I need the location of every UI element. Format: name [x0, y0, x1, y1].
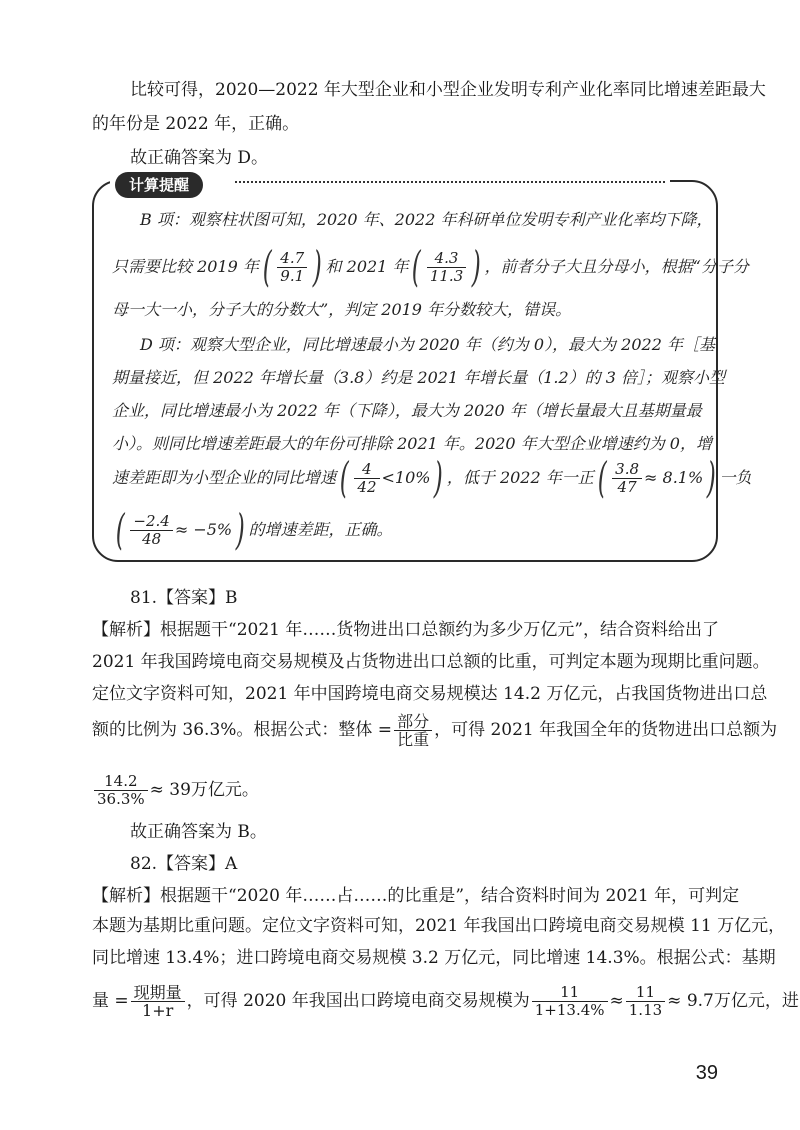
answer-heading: 82.【答案】A — [130, 854, 238, 874]
text-line: 【解析】根据题干“2020 年……占……的比重是”，结合资料时间为 2021 年，可判定 — [92, 886, 740, 906]
answer-line: 故正确答案为 D。 — [130, 148, 269, 168]
fraction: $\frac{\text{现期量}}{1+r}$ — [131, 984, 185, 1019]
text-line: 本题为基期比重问题。定位文字资料可知，2021 年我国出口跨境电商交易规模 11 万亿元， — [92, 916, 786, 936]
tip-line: ( $\frac{-2.4}{48}$ ≈ −5% ) 的增速差距，正确。 — [115, 505, 393, 554]
fraction: $\frac{\text{部分}}{\text{比重}}$ — [394, 713, 432, 748]
text-line: 2021 年我国跨境电商交易规模及占货物进出口总额的比重，可判定本题为现期比重问题。 — [92, 652, 770, 672]
text-line: 比较可得，2020—2022 年大型企业和小型企业发明专利产业化率同比增速差距最大 — [130, 80, 766, 100]
fraction: $\frac{11}{1+13.4\%}$ — [532, 984, 608, 1019]
fraction: $\frac{14.2}{36.3\%}$ — [94, 773, 148, 808]
divider — [235, 181, 665, 183]
text-line: 额的比例为 36.3%。根据公式：整体 = $\frac{\text{部分}}{\text{比重}}$ ，可得 2021 年我国全年的货物进出口总额为 — [92, 711, 778, 749]
text-line: 【解析】根据题干“2021 年……货物进出口总额约为多少万亿元”，结合资料给出了 — [92, 620, 720, 640]
tip-line: 期量接近，但 2022 年增长量（3.8）约是 2021 年增长量（1.2）的 3 倍］；观察小型 — [112, 368, 726, 387]
answer-line: 故正确答案为 B。 — [130, 822, 267, 842]
text-line: 的年份是 2022 年，正确。 — [92, 114, 300, 134]
tip-line: 母一大一小，分子大的分数大”，判定 2019 年分数较大，错误。 — [112, 300, 572, 319]
text-line: $\frac{14.2}{36.3\%}$ ≈ 39万亿元。 — [92, 768, 259, 812]
tip-line: 企业，同比增速最小为 2022 年（下降），最大为 2020 年（增长量最大且基期量最 — [112, 401, 702, 420]
fraction: $\frac{-2.4}{48}$ — [130, 513, 172, 548]
calc-tip-label: 计算提醒 — [115, 172, 203, 198]
answer-heading: 81.【答案】B — [130, 588, 238, 608]
tip-line: 只需要比较 2019 年 ( $\frac{4.7}{9.1}$ ) 和 2021 年 ( $\frac{4.3}{11.3}$ ) ，前者分子大且分母小，根据“分子分 — [112, 242, 749, 291]
tip-line: D 项：观察大型企业，同比增速最小为 2020 年（约为 0），最大为 2022 年［基 — [140, 335, 715, 354]
tip-line: B 项：观察柱状图可知，2020 年、2022 年科研单位发明专利产业化率均下降， — [140, 210, 713, 229]
tip-line: 速差距即为小型企业的同比增速 ( $\frac{4}{42}$ <10% ) ，低于 2022 年一正 ( $\frac{3.8}{47}$ ≈ 8.1% ) 一负 — [112, 453, 752, 502]
fraction: $\frac{4}{42}$ — [354, 461, 379, 496]
fraction: $\frac{4.7}{9.1}$ — [277, 250, 307, 285]
page-number: 39 — [695, 1062, 718, 1084]
text-line: 定位文字资料可知，2021 年中国跨境电商交易规模达 14.2 万亿元，占我国货物进出口总 — [92, 684, 768, 704]
fraction: $\frac{4.3}{11.3}$ — [427, 250, 466, 285]
fraction: $\frac{3.8}{47}$ — [612, 461, 642, 496]
text-line: 量 = $\frac{\text{现期量}}{1+r}$ ，可得 2020 年我国出口跨境电商交易规模为 $\frac{11}{1+13.4\%}$ ≈ $\frac{11}{1.13}$ ≈ 9.7万亿元，进 — [92, 982, 799, 1020]
text-line: 同比增速 13.4%；进口跨境电商交易规模 3.2 万亿元，同比增速 14.3%。根据公式：基期 — [92, 948, 776, 968]
fraction: $\frac{11}{1.13}$ — [626, 984, 665, 1019]
tip-line: 小）。则同比增速差距最大的年份可排除 2021 年。2020 年大型企业增速约为 0，增 — [112, 434, 712, 453]
